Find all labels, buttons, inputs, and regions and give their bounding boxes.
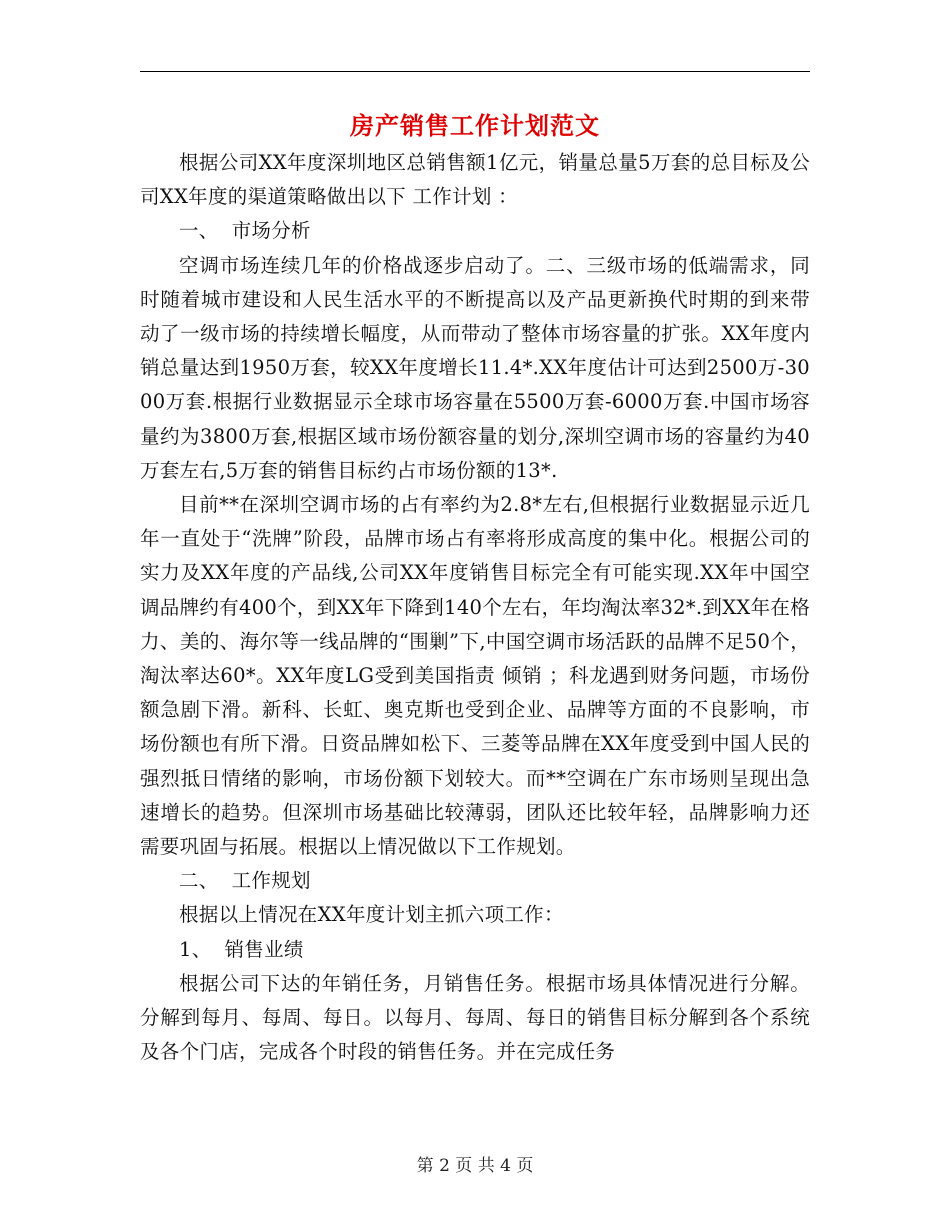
page-number-footer: 第 2 页 共 4 页 (416, 1156, 534, 1176)
section-heading: 二、 工作规划 (179, 869, 311, 893)
section-heading: 一、 市场分析 (179, 219, 311, 243)
body-paragraph: 根据公司下达的年销任务，月销售任务。根据市场具体情况进行分解。分解到每月、每周、每日。以每月、每周、每日的销售目标分解到各个系统及各个门店，完成各个时段的销售任务。并在完成任务 (140, 971, 810, 1064)
body-paragraph: 目前**在深圳空调市场的占有率约为2.8*左右,但根据行业数据显示近几年一直处于“洗牌”阶段，品牌市场占有率将形成高度的集中化。根据公司的实力及XX年度的产品线,公司XX年度销售目标完全有可能实现.XX年中国空调品牌约有400个，到XX年下降到140个左右，年均淘汰率32*.到XX年在格力、美的、海尔等一线品牌的“围剿”下,中国空调市场活跃的品牌不足50个，淘汰率达60*。XX年度LG受到美国指责 倾销 ；科龙遇到财务问题，市场份额急剧下滑。新科、长虹、奥克斯也受到企业、品牌等方面的不良影响，市场份额也有所下滑。日资品牌如松下、三菱等品牌在XX年度受到中国人民的强烈抵日情绪的影响，市场份额下划较大。而**空调在广东市场则呈现出急速增长的趋势。但深圳市场基础比较薄弱，团队还比较年轻，品牌影响力还需要巩固与拓展。根据以上情况做以下工作规划。 (140, 493, 810, 859)
section-heading: 1、 销售业绩 (179, 937, 304, 961)
body-paragraph: 根据以上情况在XX年度计划主抓六项工作： (179, 903, 564, 927)
document-title: 房产销售工作计划范文 (350, 111, 600, 140)
body-paragraph: 根据公司XX年度深圳地区总销售额1亿元，销量总量5万套的总目标及公司XX年度的渠道策略做出以下 工作计划 ： (140, 151, 810, 209)
header-rule (140, 71, 810, 72)
body-paragraph: 空调市场连续几年的价格战逐步启动了。二、三级市场的低端需求，同时随着城市建设和人民生活水平的不断提高以及产品更新换代时期的到来带动了一级市场的持续增长幅度，从而带动了整体市场容量的扩张。XX年度内销总量达到1950万套，较XX年度增长11.4*.XX年度估计可达到2500万-3000万套.根据行业数据显示全球市场容量在5500万套-6000万套.中国市场容量约为3800万套,根据区域市场份额容量的划分,深圳空调市场的容量约为40万套左右,5万套的销售目标约占市场份额的13*. (140, 253, 810, 482)
document-body (140, 146, 810, 1069)
